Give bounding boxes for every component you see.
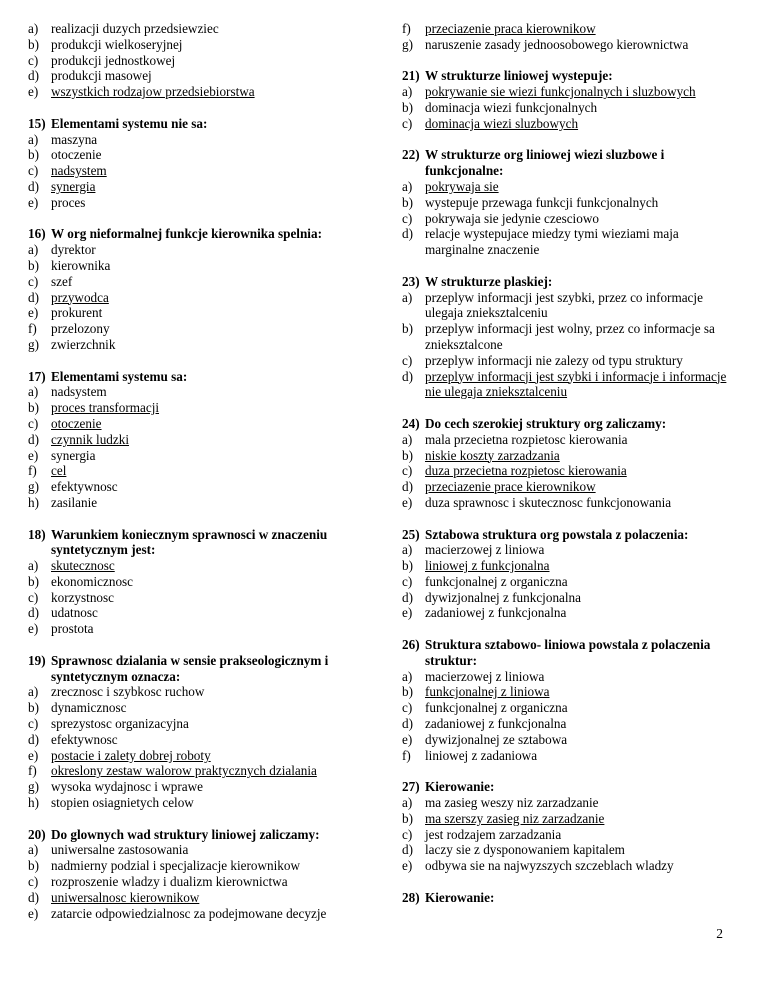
answer-label: d) [28, 289, 39, 305]
answer-label: a) [402, 178, 413, 194]
answer-text: naruszenie zasady jednoosobowego kierownictwa [425, 36, 689, 52]
question-number: 28) [402, 889, 420, 905]
question-block [402, 147, 732, 258]
answer-text: przelozony [51, 321, 110, 337]
answer-option [28, 479, 348, 495]
answer-text-underlined: uniwersalnosc kierownikow [51, 889, 200, 905]
answer-text: zrecznosc i szybkosc ruchow [51, 684, 205, 700]
answer-option [402, 858, 732, 874]
answer-text: laczy sie z dysponowaniem kapitalem [425, 842, 625, 858]
answer-label: f) [28, 321, 37, 337]
answer-option [28, 53, 348, 69]
answer-text-underlined: pokrywaja sie [425, 178, 499, 194]
answer-text: wystepuje przewaga funkcji funkcjonalnych [425, 194, 659, 210]
answer-option [402, 700, 732, 716]
answer-text: prostota [51, 621, 94, 637]
answer-text: uniwersalne zastosowania [51, 842, 189, 858]
answer-label: f) [402, 747, 411, 763]
question-block [402, 779, 732, 874]
answer-option [28, 147, 348, 163]
question-number: 18) [28, 526, 46, 542]
answer-text: dyrektor [51, 242, 96, 258]
answer-label: e) [28, 447, 39, 463]
answer-text-underlined: wszystkich rodzajow przedsiebiorstwa [51, 84, 255, 100]
answer-option [402, 495, 732, 511]
question-heading [28, 226, 348, 242]
answer-label: a) [402, 431, 413, 447]
answer-option [28, 305, 348, 321]
answer-option [28, 321, 348, 337]
question-heading [402, 68, 732, 84]
answer-option [28, 448, 348, 464]
answer-text-underlined: nadsystem [51, 163, 107, 179]
answer-label: c) [28, 716, 39, 732]
answer-option [28, 132, 348, 148]
question-text: W org nieformalnej funkcje kierownika spelnia: [51, 226, 322, 242]
answer-label: b) [28, 573, 39, 589]
page-number: 2 [716, 926, 723, 941]
question-number: 20) [28, 826, 46, 842]
answer-text: funkcjonalnej z organiczna [425, 700, 568, 716]
right-column [402, 21, 732, 906]
answer-option [28, 732, 348, 748]
question-number: 25) [402, 526, 420, 542]
answer-option [28, 763, 348, 779]
answer-text-underlined: postacie i zalety dobrej roboty [51, 747, 211, 763]
answer-option [402, 842, 732, 858]
answer-text: korzystnosc [51, 589, 114, 605]
answer-text-underlined: duza przecietna rozpietosc kierowania [425, 463, 627, 479]
answer-label: e) [28, 84, 39, 100]
answer-option [402, 574, 732, 590]
answer-label: b) [402, 447, 413, 463]
answer-option [28, 874, 348, 890]
answer-option [402, 353, 732, 369]
question-block [28, 653, 348, 811]
answer-label: b) [402, 684, 413, 700]
answer-text: zwierzchnik [51, 336, 116, 352]
answer-label: c) [28, 52, 39, 68]
answer-label: a) [28, 21, 39, 36]
answer-text-underlined: skutecznosc [51, 558, 115, 574]
question-heading [402, 890, 732, 906]
answer-option [402, 811, 732, 827]
answer-option [402, 479, 732, 495]
answer-text: synergia [51, 447, 96, 463]
answer-label: c) [402, 463, 413, 479]
answer-option [28, 179, 348, 195]
answer-label: d) [402, 716, 413, 732]
answer-option [28, 68, 348, 84]
answer-option [28, 716, 348, 732]
answer-option [402, 605, 732, 621]
answer-text: proces [51, 194, 86, 210]
answer-text-underlined: funkcjonalnej z liniowa [425, 684, 550, 700]
answer-option [402, 463, 732, 479]
answer-text-underlined: okreslony zestaw walorow praktycznych dzialania [51, 763, 317, 779]
answer-label: a) [28, 242, 39, 258]
question-text: Elementami systemu sa: [51, 368, 188, 384]
answer-option [28, 337, 348, 353]
answer-label: a) [402, 668, 413, 684]
answer-label: d) [402, 589, 413, 605]
answer-label: f) [402, 21, 411, 36]
answer-text: dynamicznosc [51, 700, 127, 716]
answer-text: udatnosc [51, 605, 98, 621]
answer-text: realizacji duzych przedsiewziec [51, 21, 219, 36]
answer-label: b) [402, 99, 413, 115]
answer-text: rozproszenie wladzy i dualizm kierownictwa [51, 874, 288, 890]
question-text: Warunkiem koniecznym sprawnosci w znaczeniu syntetycznym jest: [51, 526, 328, 558]
answer-option [402, 100, 732, 116]
answer-option [402, 542, 732, 558]
question-text: W strukturze org liniowej wiezi sluzbowe i funkcjonalne: [425, 147, 665, 179]
answer-text: sprezystosc organizacyjna [51, 716, 189, 732]
answer-text: szef [51, 273, 73, 289]
answer-label: b) [402, 810, 413, 826]
question-text: Sprawnosc dzialania w sensie prakseologicznym i syntetycznym oznacza: [51, 652, 329, 684]
question-number: 22) [402, 147, 420, 163]
question-number: 27) [402, 779, 420, 795]
answer-option [28, 700, 348, 716]
answer-text-underlined: pokrywanie sie wiezi funkcjonalnych i sluzbowych [425, 84, 696, 100]
answer-option [28, 684, 348, 700]
answer-label: c) [28, 874, 39, 890]
answer-label: e) [402, 858, 413, 874]
answer-label: b) [28, 36, 39, 52]
answer-label: c) [28, 273, 39, 289]
answer-label: b) [28, 700, 39, 716]
answer-option [402, 179, 732, 195]
answer-option [28, 795, 348, 811]
answer-option [28, 84, 348, 100]
answer-label: a) [402, 289, 413, 305]
answer-option [402, 684, 732, 700]
answer-text: funkcjonalnej z organiczna [425, 573, 568, 589]
answer-label: d) [28, 889, 39, 905]
answer-label: c) [28, 415, 39, 431]
answer-option [402, 669, 732, 685]
answer-text: otoczenie [51, 147, 102, 163]
answer-text: liniowej z zadaniowa [425, 747, 538, 763]
answer-label: e) [28, 194, 39, 210]
answer-option [28, 590, 348, 606]
answer-text: nadmierny podzial i specjalizacje kierownikow [51, 858, 301, 874]
answer-text: produkcji masowej [51, 68, 152, 84]
answer-text-underlined: liniowej z funkcjonalna [425, 558, 550, 574]
answer-label: c) [402, 352, 413, 368]
answer-text: dywizjonalnej ze sztabowa [425, 731, 568, 747]
answer-option [402, 369, 732, 401]
answer-option [28, 779, 348, 795]
question-heading [402, 416, 732, 432]
answer-text: efektywnosc [51, 731, 118, 747]
answer-text: efektywnosc [51, 479, 118, 495]
answer-label: a) [28, 384, 39, 400]
answer-text: maszyna [51, 131, 98, 147]
answer-option [28, 242, 348, 258]
answer-label: c) [28, 163, 39, 179]
question-heading [28, 527, 348, 559]
question-text: W strukturze liniowej wystepuje: [425, 68, 613, 84]
answer-option [402, 21, 732, 37]
question-heading [402, 637, 732, 669]
answer-option [402, 116, 732, 132]
question-number: 24) [402, 415, 420, 431]
answer-option [402, 558, 732, 574]
question-text: Do cech szerokiej struktury org zaliczamy: [425, 415, 667, 431]
answer-text: zadaniowej z funkcjonalna [425, 605, 567, 621]
question-block [402, 637, 732, 763]
question-text: Do glownych wad struktury liniowej zaliczamy: [51, 826, 320, 842]
answer-text-underlined: ma szerszy zasieg niz zarzadzanie [425, 810, 605, 826]
answer-label: c) [402, 210, 413, 226]
question-block [402, 68, 732, 131]
answer-label: b) [28, 257, 39, 273]
answer-text: dominacja wiezi funkcjonalnych [425, 99, 598, 115]
question-number: 21) [402, 68, 420, 84]
answer-text-underlined: przywodca [51, 289, 109, 305]
answer-text: odbywa sie na najwyzszych szczeblach wladzy [425, 858, 674, 874]
question-block [402, 416, 732, 511]
question-text: Sztabowa struktura org powstala z polaczenia: [425, 526, 689, 542]
answer-label: e) [28, 747, 39, 763]
answer-option [402, 448, 732, 464]
answer-text: nadsystem [51, 384, 107, 400]
answer-option [402, 84, 732, 100]
answer-option [402, 290, 732, 322]
answer-text-underlined: przeciazenie prace kierownikow [425, 479, 596, 495]
answer-text: prokurent [51, 305, 103, 321]
answer-text: produkcji jednostkowej [51, 52, 176, 68]
answer-label: g) [28, 336, 39, 352]
question-text: Struktura sztabowo- liniowa powstala z polaczenia struktur: [425, 637, 711, 668]
answer-text: stopien osiagnietych celow [51, 795, 194, 811]
question-number: 23) [402, 273, 420, 289]
answer-text: kierownika [51, 257, 111, 273]
answer-text: przeplyw informacji jest wolny, przez co informacje sa znieksztalcone [425, 321, 715, 352]
answer-text-underlined: niskie koszty zarzadzania [425, 447, 560, 463]
answer-text: ma zasieg weszy niz zarzadzanie [425, 795, 599, 811]
answer-text-underlined: synergia [51, 178, 96, 194]
answer-option [402, 732, 732, 748]
answer-text: zadaniowej z funkcjonalna [425, 716, 567, 732]
answer-text: wysoka wydajnosc i wprawe [51, 779, 203, 795]
answer-option [28, 163, 348, 179]
answer-label: b) [402, 321, 413, 337]
answer-label: d) [28, 605, 39, 621]
answer-option [28, 605, 348, 621]
question-block [28, 827, 348, 922]
answer-text-underlined: czynnik ludzki [51, 431, 130, 447]
answer-text: dywizjonalnej z funkcjonalna [425, 589, 581, 605]
answer-text-underlined: cel [51, 463, 67, 479]
question-block [402, 527, 732, 622]
answer-text: relacje wystepujace miedzy tymi wieziami maja marginalne znaczenie [425, 226, 679, 258]
answer-option [28, 558, 348, 574]
answer-label: b) [28, 147, 39, 163]
question-heading [28, 116, 348, 132]
answer-option [28, 195, 348, 211]
answer-option [402, 226, 732, 258]
answer-label: a) [402, 84, 413, 100]
answer-text-underlined: otoczenie [51, 415, 102, 431]
question-block [28, 116, 348, 211]
answer-label: c) [402, 115, 413, 131]
answer-option [28, 37, 348, 53]
answer-label: b) [402, 558, 413, 574]
question-heading [402, 274, 732, 290]
question-heading [28, 827, 348, 843]
answer-text: macierzowej z liniowa [425, 668, 545, 684]
answer-label: d) [28, 68, 39, 84]
answer-option [28, 400, 348, 416]
answer-label: c) [402, 573, 413, 589]
answer-option [28, 463, 348, 479]
answer-option [28, 621, 348, 637]
question-heading [402, 779, 732, 795]
answer-option [402, 716, 732, 732]
answer-label: b) [28, 400, 39, 416]
question-number: 26) [402, 637, 420, 653]
answer-label: e) [402, 731, 413, 747]
answer-option [28, 748, 348, 764]
question-text: Elementami systemu nie sa: [51, 115, 208, 131]
answer-text: ekonomicznosc [51, 573, 134, 589]
answer-text: jest rodzajem zarzadzania [425, 826, 562, 842]
question-block [28, 527, 348, 638]
answer-option [28, 258, 348, 274]
answer-label: f) [28, 463, 37, 479]
answer-label: g) [28, 479, 39, 495]
answer-option [402, 195, 732, 211]
question-text: Kierowanie: [425, 779, 495, 795]
answer-option [28, 842, 348, 858]
answer-label: g) [28, 779, 39, 795]
answer-label: a) [28, 131, 39, 147]
answer-option [28, 21, 348, 37]
answer-label: c) [28, 589, 39, 605]
answer-label: a) [402, 795, 413, 811]
answer-label: a) [28, 684, 39, 700]
answer-text: przeplyw informacji nie zalezy od typu struktury [425, 352, 683, 368]
question-block [28, 369, 348, 511]
answer-label: h) [28, 795, 39, 811]
answer-option [28, 890, 348, 906]
answer-text: zatarcie odpowiedzialnosc za podejmowane decyzje [51, 905, 327, 921]
answer-option [402, 432, 732, 448]
answer-option [28, 495, 348, 511]
answer-option [402, 321, 732, 353]
answer-text-underlined: dominacja wiezi sluzbowych [425, 115, 579, 131]
answer-label: e) [28, 905, 39, 921]
question-block [402, 274, 732, 400]
answer-option [28, 432, 348, 448]
answer-label: d) [28, 431, 39, 447]
question-heading [28, 369, 348, 385]
answer-label: a) [28, 558, 39, 574]
answer-label: g) [402, 36, 413, 52]
answer-text: macierzowej z liniowa [425, 542, 545, 558]
answer-text: przeplyw informacji jest szybki, przez co informacje ulegaja znieksztalceniu [425, 289, 703, 321]
answer-label: c) [402, 826, 413, 842]
answer-text: pokrywaja sie jedynie czesciowo [425, 210, 599, 226]
answer-label: d) [402, 226, 413, 242]
answer-option [28, 574, 348, 590]
question-block [402, 890, 732, 906]
left-column [28, 21, 348, 921]
answer-option [402, 37, 732, 53]
answer-label: f) [28, 763, 37, 779]
answer-label: d) [402, 842, 413, 858]
answer-text: mala przecietna rozpietosc kierowania [425, 431, 628, 447]
answer-option [28, 906, 348, 922]
answer-label: a) [28, 842, 39, 858]
answer-label: e) [402, 605, 413, 621]
answer-label: d) [402, 479, 413, 495]
answer-label: a) [402, 542, 413, 558]
answer-label: d) [28, 731, 39, 747]
answer-option [28, 416, 348, 432]
answer-label: d) [402, 368, 413, 384]
question-text: Kierowanie: [425, 889, 495, 905]
question-heading [402, 527, 732, 543]
question-heading [28, 653, 348, 685]
question-heading [402, 147, 732, 179]
answer-option [28, 384, 348, 400]
question-number: 16) [28, 226, 46, 242]
question-number: 17) [28, 368, 46, 384]
answer-text-underlined: przeciazenie praca kierownikow [425, 21, 596, 36]
answer-option [402, 748, 732, 764]
answer-option [28, 290, 348, 306]
question-block [28, 226, 348, 352]
answer-label: c) [402, 700, 413, 716]
answer-label: e) [402, 494, 413, 510]
answer-text: zasilanie [51, 494, 98, 510]
question-text: W strukturze plaskiej: [425, 273, 553, 289]
answer-text-underlined: proces transformacji [51, 400, 160, 416]
answer-text: produkcji wielkoseryjnej [51, 36, 183, 52]
answer-text: duza sprawnosc i skutecznosc funkcjonowania [425, 494, 672, 510]
answer-option [402, 827, 732, 843]
answer-option [402, 211, 732, 227]
answer-option [28, 274, 348, 290]
question-number: 15) [28, 115, 46, 131]
answer-label: e) [28, 621, 39, 637]
answer-label: h) [28, 494, 39, 510]
answer-label: b) [402, 194, 413, 210]
answer-label: e) [28, 305, 39, 321]
answer-option [402, 590, 732, 606]
answer-text-underlined: przeplyw informacji jest szybki i informacje i informacje nie ulegaja znieksztalceniu [425, 368, 727, 400]
answer-option [28, 858, 348, 874]
answer-label: b) [28, 858, 39, 874]
question-number: 19) [28, 652, 46, 668]
answer-label: d) [28, 178, 39, 194]
answer-option [402, 795, 732, 811]
